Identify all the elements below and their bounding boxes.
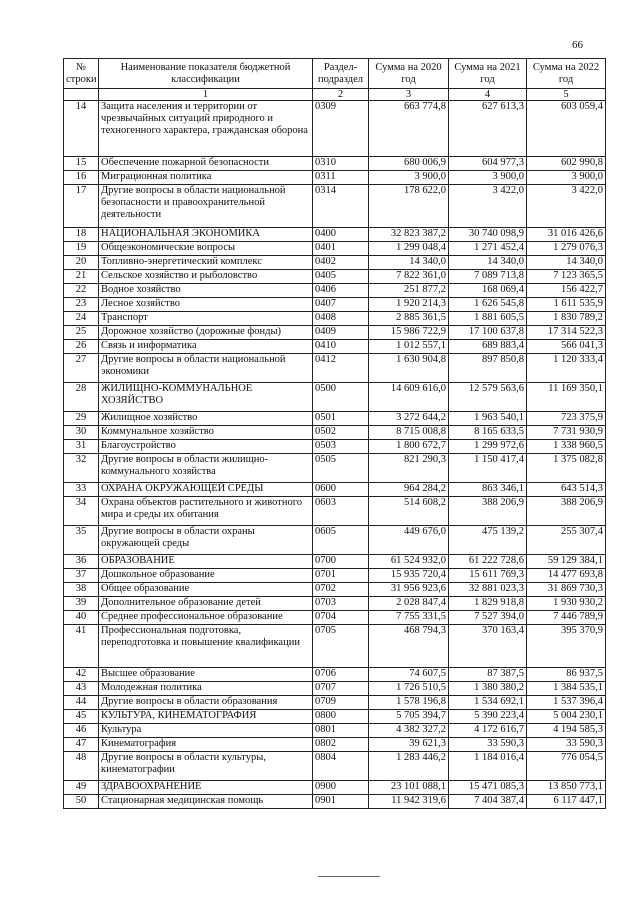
indicator-name: Защита населения и территории от чрезвычайных ситуаций природного и техногенного характера, гражданская оборона bbox=[99, 101, 313, 157]
section-code: 0700 bbox=[313, 555, 369, 569]
header-index-name: 1 bbox=[99, 89, 313, 101]
section-code: 0802 bbox=[313, 738, 369, 752]
table-row bbox=[64, 354, 606, 383]
table-row bbox=[64, 284, 606, 298]
section-code: 0309 bbox=[313, 101, 369, 157]
table-row bbox=[64, 710, 606, 724]
amount-2021: 370 163,4 bbox=[449, 625, 527, 668]
amount-2021: 12 579 563,6 bbox=[449, 383, 527, 412]
amount-2021: 475 139,2 bbox=[449, 526, 527, 555]
table-row bbox=[64, 412, 606, 426]
amount-2022: 643 514,3 bbox=[527, 483, 606, 497]
table-row bbox=[64, 611, 606, 625]
indicator-name: ОХРАНА ОКРУЖАЮЩЕЙ СРЕДЫ bbox=[99, 483, 313, 497]
indicator-name: Другие вопросы в области культуры, кинематографии bbox=[99, 752, 313, 781]
amount-2021: 1 184 016,4 bbox=[449, 752, 527, 781]
section-code: 0706 bbox=[313, 668, 369, 682]
amount-2020: 468 794,3 bbox=[369, 625, 449, 668]
amount-2022: 7 731 930,9 bbox=[527, 426, 606, 440]
section-code: 0310 bbox=[313, 157, 369, 171]
section-code: 0503 bbox=[313, 440, 369, 454]
row-number: 14 bbox=[64, 101, 99, 157]
amount-2022: 14 340,0 bbox=[527, 256, 606, 270]
amount-2021: 1 534 692,1 bbox=[449, 696, 527, 710]
amount-2021: 1 626 545,8 bbox=[449, 298, 527, 312]
header-index-empty bbox=[64, 89, 99, 101]
table-row bbox=[64, 242, 606, 256]
amount-2022: 11 169 350,1 bbox=[527, 383, 606, 412]
amount-2022: 17 314 522,3 bbox=[527, 326, 606, 340]
table-row bbox=[64, 185, 606, 228]
amount-2021: 1 881 605,5 bbox=[449, 312, 527, 326]
amount-2021: 8 165 633,5 bbox=[449, 426, 527, 440]
table-row bbox=[64, 383, 606, 412]
page-number: 66 bbox=[572, 39, 583, 51]
section-code: 0406 bbox=[313, 284, 369, 298]
header-index-2020: 3 bbox=[369, 89, 449, 101]
amount-2021: 14 340,0 bbox=[449, 256, 527, 270]
indicator-name: Другие вопросы в области охраны окружающей среды bbox=[99, 526, 313, 555]
amount-2022: 1 930 930,2 bbox=[527, 597, 606, 611]
row-number: 20 bbox=[64, 256, 99, 270]
section-code: 0703 bbox=[313, 597, 369, 611]
indicator-name: ЖИЛИЩНО-КОММУНАЛЬНОЕ ХОЗЯЙСТВО bbox=[99, 383, 313, 412]
row-number: 45 bbox=[64, 710, 99, 724]
section-code: 0502 bbox=[313, 426, 369, 440]
header-amount-2022: Сумма на 2022 год bbox=[527, 59, 606, 89]
header-index-2021: 4 bbox=[449, 89, 527, 101]
indicator-name: Высшее образование bbox=[99, 668, 313, 682]
table-body bbox=[64, 101, 606, 809]
amount-2020: 31 956 923,6 bbox=[369, 583, 449, 597]
indicator-name: Дорожное хозяйство (дорожные фонды) bbox=[99, 326, 313, 340]
amount-2020: 251 877,2 bbox=[369, 284, 449, 298]
row-number: 19 bbox=[64, 242, 99, 256]
amount-2021: 30 740 098,9 bbox=[449, 228, 527, 242]
row-number: 17 bbox=[64, 185, 99, 228]
section-code: 0605 bbox=[313, 526, 369, 555]
indicator-name: ЗДРАВООХРАНЕНИЕ bbox=[99, 781, 313, 795]
section-code: 0501 bbox=[313, 412, 369, 426]
amount-2021: 1 150 417,4 bbox=[449, 454, 527, 483]
table-row bbox=[64, 270, 606, 284]
table-row bbox=[64, 597, 606, 611]
amount-2021: 7 404 387,4 bbox=[449, 795, 527, 809]
header-indicator-name: Наименование показателя бюджетной классификации bbox=[99, 59, 313, 89]
table-row bbox=[64, 795, 606, 809]
amount-2021: 61 222 728,6 bbox=[449, 555, 527, 569]
amount-2021: 627 613,3 bbox=[449, 101, 527, 157]
amount-2020: 514 608,2 bbox=[369, 497, 449, 526]
section-code: 0401 bbox=[313, 242, 369, 256]
section-code: 0402 bbox=[313, 256, 369, 270]
section-code: 0702 bbox=[313, 583, 369, 597]
indicator-name: Стационарная медицинская помощь bbox=[99, 795, 313, 809]
indicator-name: Сельское хозяйство и рыболовство bbox=[99, 270, 313, 284]
row-number: 15 bbox=[64, 157, 99, 171]
amount-2021: 15 611 769,3 bbox=[449, 569, 527, 583]
amount-2022: 1 375 082,8 bbox=[527, 454, 606, 483]
table-row bbox=[64, 298, 606, 312]
budget-table bbox=[63, 58, 606, 809]
table-header bbox=[64, 59, 606, 101]
row-number: 38 bbox=[64, 583, 99, 597]
amount-2020: 14 609 616,0 bbox=[369, 383, 449, 412]
row-number: 24 bbox=[64, 312, 99, 326]
table-row bbox=[64, 625, 606, 668]
amount-2022: 5 004 230,1 bbox=[527, 710, 606, 724]
amount-2022: 3 900,0 bbox=[527, 171, 606, 185]
amount-2020: 964 284,2 bbox=[369, 483, 449, 497]
section-code: 0410 bbox=[313, 340, 369, 354]
amount-2021: 5 390 223,4 bbox=[449, 710, 527, 724]
row-number: 18 bbox=[64, 228, 99, 242]
table-row bbox=[64, 440, 606, 454]
amount-2020: 7 822 361,0 bbox=[369, 270, 449, 284]
table-row bbox=[64, 682, 606, 696]
amount-2021: 1 829 918,8 bbox=[449, 597, 527, 611]
section-code: 0801 bbox=[313, 724, 369, 738]
section-code: 0311 bbox=[313, 171, 369, 185]
amount-2020: 11 942 319,6 bbox=[369, 795, 449, 809]
amount-2021: 15 471 085,3 bbox=[449, 781, 527, 795]
row-number: 32 bbox=[64, 454, 99, 483]
amount-2020: 3 272 644,2 bbox=[369, 412, 449, 426]
indicator-name: Миграционная политика bbox=[99, 171, 313, 185]
section-code: 0409 bbox=[313, 326, 369, 340]
row-number: 28 bbox=[64, 383, 99, 412]
table-row bbox=[64, 738, 606, 752]
amount-2020: 663 774,8 bbox=[369, 101, 449, 157]
row-number: 44 bbox=[64, 696, 99, 710]
section-code: 0705 bbox=[313, 625, 369, 668]
section-code: 0600 bbox=[313, 483, 369, 497]
amount-2021: 388 206,9 bbox=[449, 497, 527, 526]
indicator-name: Профессиональная подготовка, переподготовка и повышение квалификации bbox=[99, 625, 313, 668]
section-code: 0804 bbox=[313, 752, 369, 781]
indicator-name: Культура bbox=[99, 724, 313, 738]
amount-2020: 32 823 387,2 bbox=[369, 228, 449, 242]
indicator-name: Топливно-энергетический комплекс bbox=[99, 256, 313, 270]
row-number: 16 bbox=[64, 171, 99, 185]
amount-2022: 6 117 447,1 bbox=[527, 795, 606, 809]
amount-2021: 604 977,3 bbox=[449, 157, 527, 171]
amount-2020: 1 283 446,2 bbox=[369, 752, 449, 781]
amount-2022: 1 120 333,4 bbox=[527, 354, 606, 383]
row-number: 31 bbox=[64, 440, 99, 454]
indicator-name: ОБРАЗОВАНИЕ bbox=[99, 555, 313, 569]
indicator-name: Жилищное хозяйство bbox=[99, 412, 313, 426]
amount-2020: 1 299 048,4 bbox=[369, 242, 449, 256]
table-row bbox=[64, 340, 606, 354]
amount-2020: 1 578 196,8 bbox=[369, 696, 449, 710]
row-number: 27 bbox=[64, 354, 99, 383]
header-amount-2020: Сумма на 2020 год bbox=[369, 59, 449, 89]
table-row bbox=[64, 569, 606, 583]
amount-2021: 168 069,4 bbox=[449, 284, 527, 298]
header-index-row bbox=[64, 89, 606, 101]
section-code: 0900 bbox=[313, 781, 369, 795]
row-number: 26 bbox=[64, 340, 99, 354]
amount-2021: 1 271 452,4 bbox=[449, 242, 527, 256]
indicator-name: Благоустройство bbox=[99, 440, 313, 454]
indicator-name: НАЦИОНАЛЬНАЯ ЭКОНОМИКА bbox=[99, 228, 313, 242]
amount-2022: 59 129 384,1 bbox=[527, 555, 606, 569]
header-index-2022: 5 bbox=[527, 89, 606, 101]
row-number: 33 bbox=[64, 483, 99, 497]
row-number: 37 bbox=[64, 569, 99, 583]
row-number: 21 bbox=[64, 270, 99, 284]
amount-2022: 1 279 076,3 bbox=[527, 242, 606, 256]
indicator-name: Другие вопросы в области образования bbox=[99, 696, 313, 710]
section-code: 0407 bbox=[313, 298, 369, 312]
amount-2021: 4 172 616,7 bbox=[449, 724, 527, 738]
amount-2022: 1 611 535,9 bbox=[527, 298, 606, 312]
indicator-name: Лесное хозяйство bbox=[99, 298, 313, 312]
row-number: 30 bbox=[64, 426, 99, 440]
table-row bbox=[64, 668, 606, 682]
amount-2020: 2 028 847,4 bbox=[369, 597, 449, 611]
table-row bbox=[64, 696, 606, 710]
table-row bbox=[64, 312, 606, 326]
table-row bbox=[64, 555, 606, 569]
indicator-name: Другие вопросы в области национальной экономики bbox=[99, 354, 313, 383]
amount-2021: 689 883,4 bbox=[449, 340, 527, 354]
row-number: 39 bbox=[64, 597, 99, 611]
amount-2020: 15 935 720,4 bbox=[369, 569, 449, 583]
amount-2021: 87 387,5 bbox=[449, 668, 527, 682]
table-row bbox=[64, 752, 606, 781]
amount-2022: 255 307,4 bbox=[527, 526, 606, 555]
table-row bbox=[64, 497, 606, 526]
amount-2022: 602 990,8 bbox=[527, 157, 606, 171]
amount-2021: 7 089 713,8 bbox=[449, 270, 527, 284]
section-code: 0408 bbox=[313, 312, 369, 326]
section-code: 0709 bbox=[313, 696, 369, 710]
amount-2022: 1 338 960,5 bbox=[527, 440, 606, 454]
amount-2022: 603 059,4 bbox=[527, 101, 606, 157]
amount-2020: 15 986 722,9 bbox=[369, 326, 449, 340]
amount-2022: 1 384 535,1 bbox=[527, 682, 606, 696]
amount-2022: 13 850 773,1 bbox=[527, 781, 606, 795]
table-row bbox=[64, 101, 606, 157]
amount-2021: 3 422,0 bbox=[449, 185, 527, 228]
amount-2020: 1 012 557,1 bbox=[369, 340, 449, 354]
amount-2022: 3 422,0 bbox=[527, 185, 606, 228]
row-number: 49 bbox=[64, 781, 99, 795]
section-code: 0405 bbox=[313, 270, 369, 284]
section-code: 0505 bbox=[313, 454, 369, 483]
amount-2022: 7 123 365,5 bbox=[527, 270, 606, 284]
indicator-name: Дополнительное образование детей bbox=[99, 597, 313, 611]
table-row bbox=[64, 256, 606, 270]
row-number: 40 bbox=[64, 611, 99, 625]
amount-2020: 449 676,0 bbox=[369, 526, 449, 555]
row-number: 41 bbox=[64, 625, 99, 668]
section-code: 0707 bbox=[313, 682, 369, 696]
section-code: 0400 bbox=[313, 228, 369, 242]
amount-2022: 776 054,5 bbox=[527, 752, 606, 781]
amount-2020: 74 607,5 bbox=[369, 668, 449, 682]
amount-2021: 7 527 394,0 bbox=[449, 611, 527, 625]
amount-2020: 1 630 904,8 bbox=[369, 354, 449, 383]
amount-2021: 1 963 540,1 bbox=[449, 412, 527, 426]
amount-2021: 897 850,8 bbox=[449, 354, 527, 383]
amount-2022: 395 370,9 bbox=[527, 625, 606, 668]
row-number: 42 bbox=[64, 668, 99, 682]
header-index-section: 2 bbox=[313, 89, 369, 101]
row-number: 47 bbox=[64, 738, 99, 752]
amount-2020: 3 900,0 bbox=[369, 171, 449, 185]
amount-2020: 1 726 510,5 bbox=[369, 682, 449, 696]
indicator-name: Другие вопросы в области жилищно-коммунального хозяйства bbox=[99, 454, 313, 483]
amount-2021: 1 380 380,2 bbox=[449, 682, 527, 696]
indicator-name: Транспорт bbox=[99, 312, 313, 326]
indicator-name: Коммунальное хозяйство bbox=[99, 426, 313, 440]
row-number: 35 bbox=[64, 526, 99, 555]
amount-2021: 3 900,0 bbox=[449, 171, 527, 185]
amount-2020: 39 621,3 bbox=[369, 738, 449, 752]
amount-2020: 4 382 327,2 bbox=[369, 724, 449, 738]
row-number: 50 bbox=[64, 795, 99, 809]
amount-2022: 723 375,9 bbox=[527, 412, 606, 426]
indicator-name: Общее образование bbox=[99, 583, 313, 597]
row-number: 36 bbox=[64, 555, 99, 569]
row-number: 43 bbox=[64, 682, 99, 696]
table-row bbox=[64, 157, 606, 171]
header-row-number: № строки bbox=[64, 59, 99, 89]
amount-2022: 4 194 585,3 bbox=[527, 724, 606, 738]
header-section: Раздел-подраздел bbox=[313, 59, 369, 89]
table-row bbox=[64, 781, 606, 795]
header-amount-2021: Сумма на 2021 год bbox=[449, 59, 527, 89]
amount-2020: 1 920 214,3 bbox=[369, 298, 449, 312]
amount-2022: 7 446 789,9 bbox=[527, 611, 606, 625]
indicator-name: Охрана объектов растительного и животного мира и среды их обитания bbox=[99, 497, 313, 526]
indicator-name: КУЛЬТУРА, КИНЕМАТОГРАФИЯ bbox=[99, 710, 313, 724]
indicator-name: Среднее профессиональное образование bbox=[99, 611, 313, 625]
amount-2021: 863 346,1 bbox=[449, 483, 527, 497]
row-number: 29 bbox=[64, 412, 99, 426]
indicator-name: Другие вопросы в области национальной безопасности и правоохранительной деятельности bbox=[99, 185, 313, 228]
table-row bbox=[64, 228, 606, 242]
amount-2022: 31 869 730,3 bbox=[527, 583, 606, 597]
amount-2020: 680 006,9 bbox=[369, 157, 449, 171]
indicator-name: Дошкольное образование bbox=[99, 569, 313, 583]
amount-2020: 61 524 932,0 bbox=[369, 555, 449, 569]
amount-2022: 86 937,5 bbox=[527, 668, 606, 682]
amount-2020: 5 705 394,7 bbox=[369, 710, 449, 724]
table-row bbox=[64, 426, 606, 440]
row-number: 48 bbox=[64, 752, 99, 781]
amount-2021: 1 299 972,6 bbox=[449, 440, 527, 454]
amount-2021: 33 590,3 bbox=[449, 738, 527, 752]
amount-2020: 23 101 088,1 bbox=[369, 781, 449, 795]
section-code: 0704 bbox=[313, 611, 369, 625]
section-code: 0800 bbox=[313, 710, 369, 724]
indicator-name: Обеспечение пожарной безопасности bbox=[99, 157, 313, 171]
amount-2020: 14 340,0 bbox=[369, 256, 449, 270]
indicator-name: Молодежная политика bbox=[99, 682, 313, 696]
amount-2020: 178 622,0 bbox=[369, 185, 449, 228]
indicator-name: Кинематография bbox=[99, 738, 313, 752]
table-row bbox=[64, 171, 606, 185]
section-code: 0901 bbox=[313, 795, 369, 809]
section-code: 0603 bbox=[313, 497, 369, 526]
row-number: 46 bbox=[64, 724, 99, 738]
amount-2022: 31 016 426,6 bbox=[527, 228, 606, 242]
footer-divider bbox=[318, 876, 380, 877]
amount-2020: 2 885 361,5 bbox=[369, 312, 449, 326]
amount-2020: 1 800 672,7 bbox=[369, 440, 449, 454]
table-row bbox=[64, 454, 606, 483]
indicator-name: Водное хозяйство bbox=[99, 284, 313, 298]
amount-2022: 388 206,9 bbox=[527, 497, 606, 526]
section-code: 0412 bbox=[313, 354, 369, 383]
amount-2022: 566 041,3 bbox=[527, 340, 606, 354]
indicator-name: Общеэкономические вопросы bbox=[99, 242, 313, 256]
table-row bbox=[64, 526, 606, 555]
section-code: 0500 bbox=[313, 383, 369, 412]
amount-2021: 17 100 637,8 bbox=[449, 326, 527, 340]
row-number: 22 bbox=[64, 284, 99, 298]
amount-2022: 156 422,7 bbox=[527, 284, 606, 298]
section-code: 0701 bbox=[313, 569, 369, 583]
header-row bbox=[64, 59, 606, 89]
amount-2022: 1 830 789,2 bbox=[527, 312, 606, 326]
table-row bbox=[64, 583, 606, 597]
row-number: 25 bbox=[64, 326, 99, 340]
row-number: 34 bbox=[64, 497, 99, 526]
amount-2022: 33 590,3 bbox=[527, 738, 606, 752]
amount-2020: 7 755 331,5 bbox=[369, 611, 449, 625]
table-row bbox=[64, 326, 606, 340]
table-row bbox=[64, 724, 606, 738]
row-number: 23 bbox=[64, 298, 99, 312]
amount-2021: 32 881 023,3 bbox=[449, 583, 527, 597]
section-code: 0314 bbox=[313, 185, 369, 228]
amount-2020: 821 290,3 bbox=[369, 454, 449, 483]
amount-2022: 14 477 693,8 bbox=[527, 569, 606, 583]
amount-2022: 1 537 396,4 bbox=[527, 696, 606, 710]
table-row bbox=[64, 483, 606, 497]
indicator-name: Связь и информатика bbox=[99, 340, 313, 354]
amount-2020: 8 715 008,8 bbox=[369, 426, 449, 440]
